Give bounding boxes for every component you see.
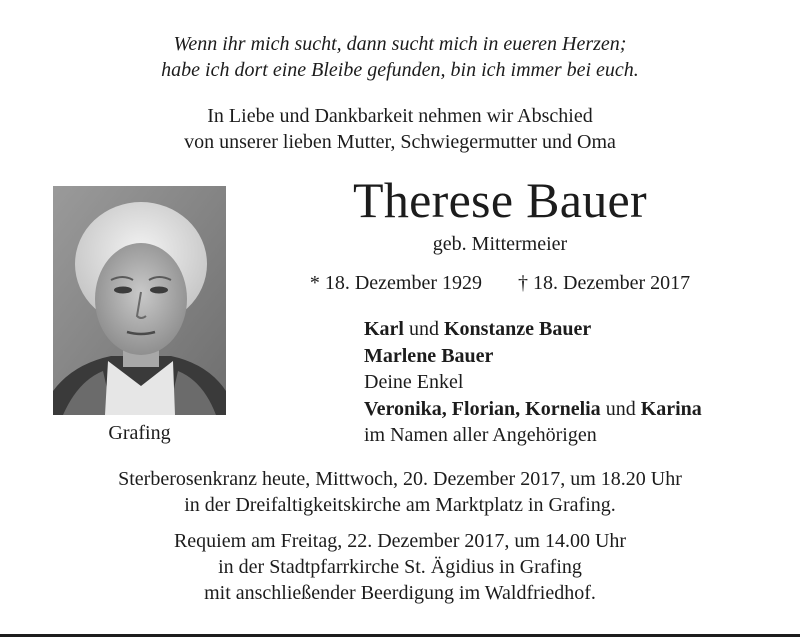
portrait-photo xyxy=(53,186,226,415)
birth-date: * 18. Dezember 1929 xyxy=(309,272,482,294)
mourner-name: Karl xyxy=(364,318,404,340)
intro-line-1: In Liebe und Dankbarkeit nehmen wir Abschied xyxy=(207,105,593,127)
connector-text: und xyxy=(600,397,641,420)
mourner-row xyxy=(364,316,702,343)
mourner-name: Karina xyxy=(640,397,702,420)
mourner-row xyxy=(364,343,702,370)
intro-line-2: von unserer lieben Mutter, Schwiegermutter und Oma xyxy=(184,131,616,153)
rosary-line-1: Sterberosenkranz heute, Mittwoch, 20. Dezember 2017, um 18.20 Uhr xyxy=(118,468,682,490)
mourner-name: Konstanze Bauer xyxy=(444,318,592,340)
maiden-name: geb. Mittermeier xyxy=(432,233,568,255)
verse-line-2: habe ich dort eine Bleibe gefunden, bin ich immer bei euch. xyxy=(161,59,639,81)
place-label: Grafing xyxy=(108,422,171,444)
requiem-line-2: in der Stadtpfarrkirche St. Ägidius in Grafing xyxy=(218,556,582,578)
life-dates xyxy=(230,270,770,296)
mourner-row xyxy=(364,396,702,423)
rosary-line-2: in der Dreifaltigkeitskirche am Marktplatz in Grafing. xyxy=(184,494,616,516)
grandchildren-label: Deine Enkel xyxy=(364,371,464,393)
mourners-list xyxy=(364,316,702,449)
verse-line-1: Wenn ihr mich sucht, dann sucht mich in eueren Herzen; xyxy=(173,33,627,55)
requiem-line-1: Requiem am Freitag, 22. Dezember 2017, um 14.00 Uhr xyxy=(173,530,627,552)
connector-text: und xyxy=(404,318,444,340)
mourner-name: Marlene Bauer xyxy=(364,344,494,367)
relatives-line: im Namen aller Angehörigen xyxy=(364,424,597,446)
death-date: † 18. Dezember 2017 xyxy=(518,272,691,294)
requiem-line-3: mit anschließender Beerdigung im Waldfriedhof. xyxy=(204,582,596,604)
deceased-name: Therese Bauer xyxy=(352,172,647,228)
mourner-name: Veronika, Florian, Kornelia xyxy=(364,397,601,420)
